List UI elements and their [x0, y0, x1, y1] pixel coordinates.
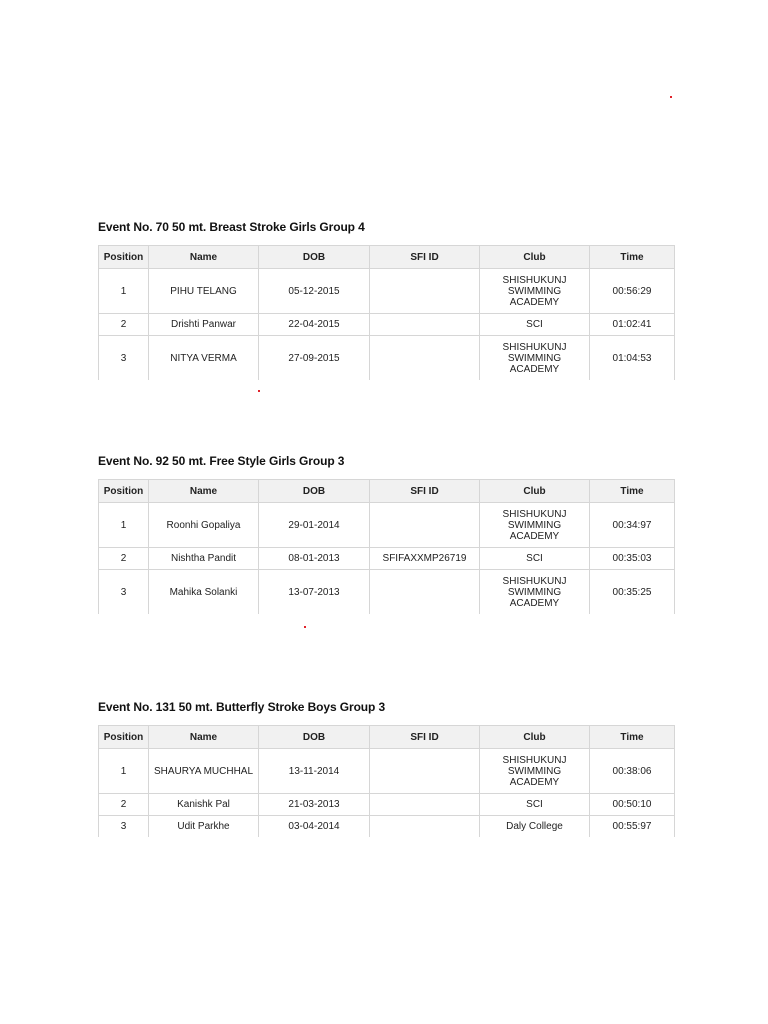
- name-cell: Nishtha Pandit: [149, 548, 259, 570]
- dob-header: DOB: [259, 726, 370, 749]
- sfi-id-cell: [370, 816, 480, 838]
- sfi-id-cell: [370, 336, 480, 381]
- name-header: Name: [149, 480, 259, 503]
- time-cell: 01:04:53: [590, 336, 675, 381]
- name-cell: Roonhi Gopaliya: [149, 503, 259, 548]
- time-header: Time: [590, 246, 675, 269]
- event-section: [98, 454, 674, 614]
- sfi-id-header: SFI ID: [370, 246, 480, 269]
- name-cell: Udit Parkhe: [149, 816, 259, 838]
- position-cell: 2: [99, 314, 149, 336]
- sfi-id-cell: [370, 749, 480, 794]
- red-dot-mark: [258, 390, 260, 392]
- dob-cell: 08-01-2013: [259, 548, 370, 570]
- time-cell: 00:34:97: [590, 503, 675, 548]
- sfi-id-cell: [370, 269, 480, 314]
- sfi-id-header: SFI ID: [370, 480, 480, 503]
- table-header-row: [99, 480, 675, 503]
- event-title: Event No. 131 50 mt. Butterfly Stroke Boys Group 3: [98, 700, 386, 714]
- results-table: [98, 479, 675, 614]
- club-line: SHISHUKUNJ: [502, 754, 567, 766]
- dob-header: DOB: [259, 480, 370, 503]
- position-header: Position: [99, 246, 149, 269]
- club-line: ACADEMY: [509, 363, 560, 375]
- name-cell: SHAURYA MUCHHAL: [149, 749, 259, 794]
- table-row: [99, 503, 675, 548]
- club-cell: [480, 816, 590, 838]
- table-row: [99, 269, 675, 314]
- event-title: Event No. 70 50 mt. Breast Stroke Girls Group 4: [98, 220, 365, 234]
- club-line: SHISHUKUNJ: [502, 341, 567, 353]
- club-cell: [480, 336, 590, 381]
- table-row: [99, 794, 675, 816]
- club-cell: [480, 269, 590, 314]
- event-section: [98, 700, 674, 837]
- dob-cell: 27-09-2015: [259, 336, 370, 381]
- event-section: [98, 220, 674, 380]
- position-cell: 1: [99, 503, 149, 548]
- results-table: [98, 245, 675, 380]
- sfi-id-cell: [370, 570, 480, 615]
- time-cell: 00:50:10: [590, 794, 675, 816]
- position-cell: 3: [99, 570, 149, 615]
- name-header: Name: [149, 246, 259, 269]
- table-row: [99, 336, 675, 381]
- position-cell: 3: [99, 816, 149, 838]
- club-line: SCI: [526, 799, 543, 810]
- dob-cell: 29-01-2014: [259, 503, 370, 548]
- dob-cell: 21-03-2013: [259, 794, 370, 816]
- results-table: [98, 725, 675, 837]
- table-row: [99, 548, 675, 570]
- sfi-id-cell: [370, 794, 480, 816]
- club-line: SHISHUKUNJ: [502, 575, 567, 587]
- club-header: Club: [480, 480, 590, 503]
- sfi-id-cell: SFIFAXXMP26719: [370, 548, 480, 570]
- club-cell: [480, 570, 590, 615]
- name-cell: Kanishk Pal: [149, 794, 259, 816]
- club-line: SWIMMING: [507, 352, 562, 364]
- dob-cell: 03-04-2014: [259, 816, 370, 838]
- position-cell: 1: [99, 269, 149, 314]
- table-row: [99, 816, 675, 838]
- club-line: SWIMMING: [507, 586, 562, 598]
- club-header: Club: [480, 246, 590, 269]
- club-cell: [480, 749, 590, 794]
- red-dot-mark: [670, 96, 672, 98]
- table-row: [99, 314, 675, 336]
- sfi-id-cell: [370, 503, 480, 548]
- position-cell: 3: [99, 336, 149, 381]
- club-line: ACADEMY: [509, 776, 560, 788]
- club-line: Daly College: [506, 821, 563, 832]
- club-cell: [480, 314, 590, 336]
- club-cell: [480, 794, 590, 816]
- time-cell: 00:38:06: [590, 749, 675, 794]
- name-header: Name: [149, 726, 259, 749]
- dob-cell: 05-12-2015: [259, 269, 370, 314]
- position-cell: 2: [99, 548, 149, 570]
- table-row: [99, 749, 675, 794]
- name-cell: Drishti Panwar: [149, 314, 259, 336]
- table-header-row: [99, 246, 675, 269]
- club-line: SWIMMING: [507, 285, 562, 297]
- position-cell: 1: [99, 749, 149, 794]
- time-cell: 01:02:41: [590, 314, 675, 336]
- club-line: ACADEMY: [509, 530, 560, 542]
- name-cell: PIHU TELANG: [149, 269, 259, 314]
- event-title: Event No. 92 50 mt. Free Style Girls Group 3: [98, 454, 345, 468]
- table-header-row: [99, 726, 675, 749]
- position-header: Position: [99, 726, 149, 749]
- dob-cell: 13-07-2013: [259, 570, 370, 615]
- sfi-id-cell: [370, 314, 480, 336]
- time-cell: 00:35:25: [590, 570, 675, 615]
- club-cell: [480, 503, 590, 548]
- time-header: Time: [590, 726, 675, 749]
- club-cell: [480, 548, 590, 570]
- time-cell: 00:56:29: [590, 269, 675, 314]
- time-cell: 00:35:03: [590, 548, 675, 570]
- club-line: SCI: [526, 319, 543, 330]
- table-row: [99, 570, 675, 615]
- time-cell: 00:55:97: [590, 816, 675, 838]
- club-line: ACADEMY: [509, 597, 560, 609]
- club-line: ACADEMY: [509, 296, 560, 308]
- position-header: Position: [99, 480, 149, 503]
- club-line: SHISHUKUNJ: [502, 508, 567, 520]
- time-header: Time: [590, 480, 675, 503]
- club-line: SHISHUKUNJ: [502, 274, 567, 286]
- club-line: SCI: [526, 553, 543, 564]
- sfi-id-header: SFI ID: [370, 726, 480, 749]
- position-cell: 2: [99, 794, 149, 816]
- dob-cell: 22-04-2015: [259, 314, 370, 336]
- name-cell: NITYA VERMA: [149, 336, 259, 381]
- dob-header: DOB: [259, 246, 370, 269]
- red-dot-mark: [304, 626, 306, 628]
- dob-cell: 13-11-2014: [259, 749, 370, 794]
- club-header: Club: [480, 726, 590, 749]
- club-line: SWIMMING: [507, 765, 562, 777]
- name-cell: Mahika Solanki: [149, 570, 259, 615]
- club-line: SWIMMING: [507, 519, 562, 531]
